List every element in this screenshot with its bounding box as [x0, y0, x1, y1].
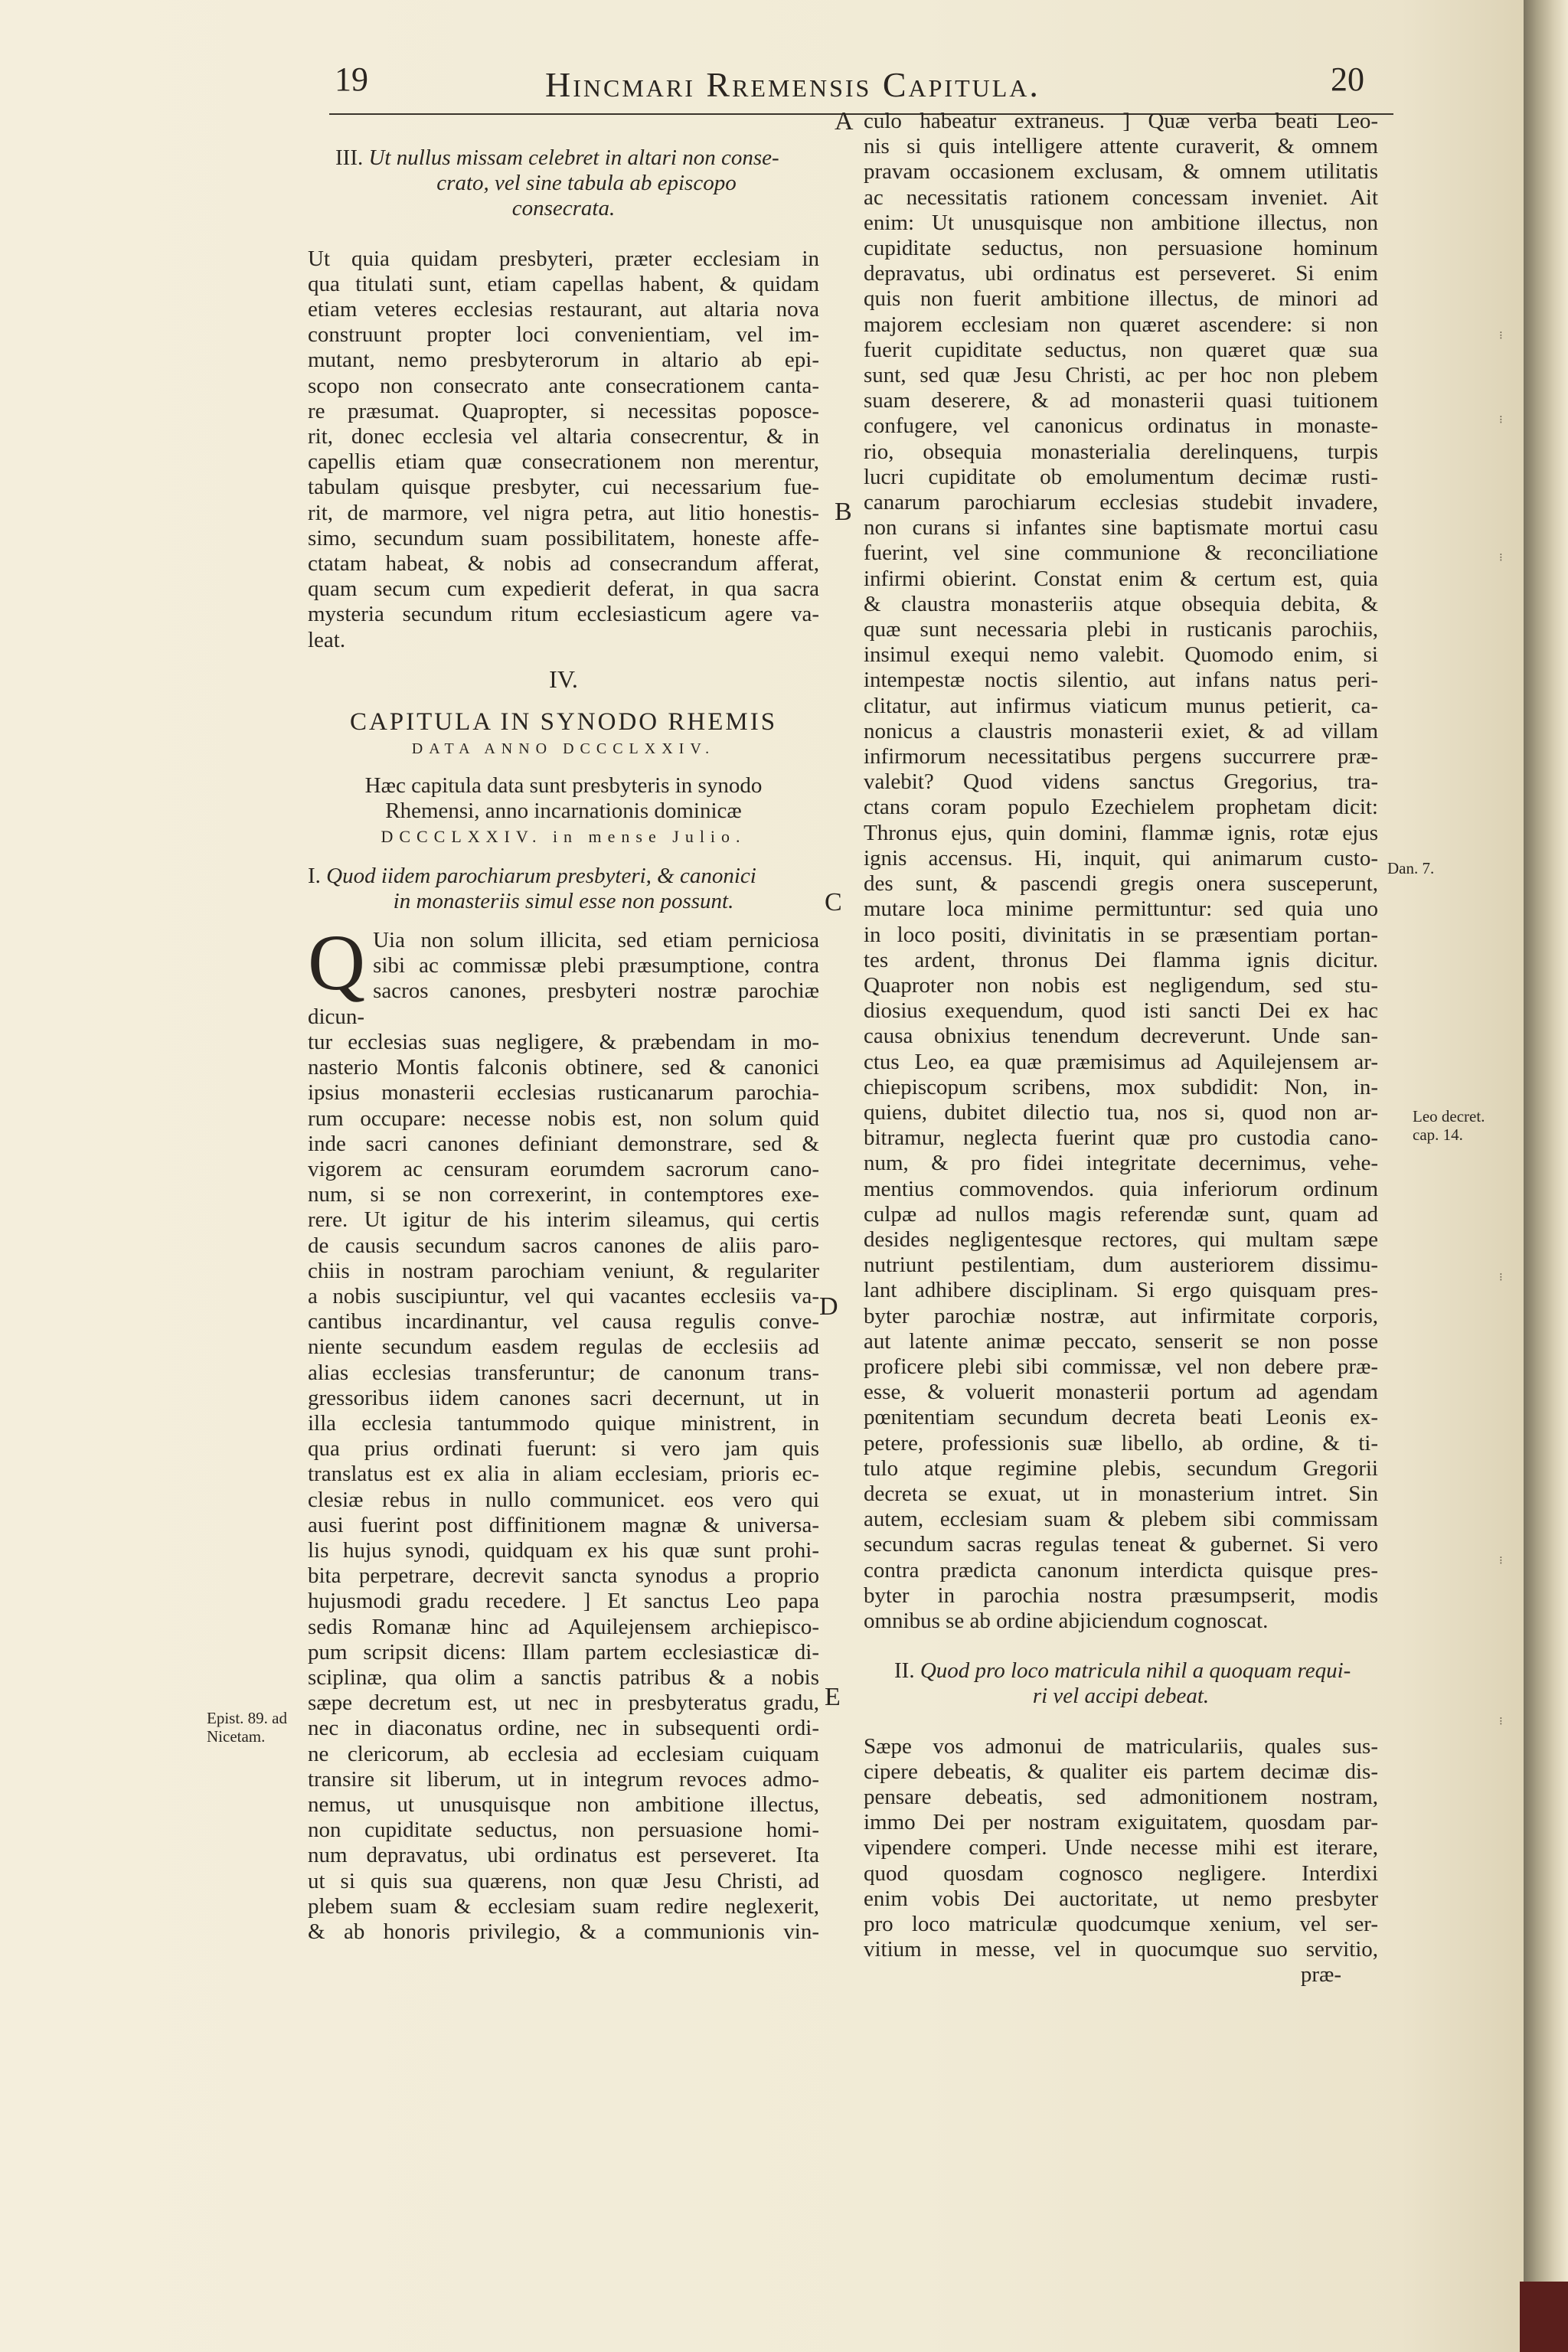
text-line: culo habeatur extraneus. ] Quæ verba beati Leo- — [864, 109, 1378, 133]
text-line: alias ecclesias transferuntur; de canonum trans- — [308, 1360, 819, 1385]
text-line: secundum sacras regulas teneat & gubernet. Si vero — [864, 1532, 1378, 1557]
paragraph-cap2-body — [864, 1734, 1378, 1963]
text-line: mutare loca minime permittuntur: sed quia uno — [864, 897, 1378, 922]
text-line: pœnitentiam secundum decreta beati Leonis ex- — [864, 1405, 1378, 1430]
text-line: clesiæ rebus in nullo communicet. eos vero qui — [308, 1487, 819, 1512]
text-line: lucri cupiditate ob emolumentum decimæ rusti- — [864, 464, 1378, 489]
text-line: transire sit liberum, ut in integrum revoces admo- — [308, 1766, 819, 1792]
text-line: nec in diaconatus ordine, nec in subsequenti ordi- — [308, 1716, 819, 1741]
text-line: scopo non consecrato ante consecrationem canta- — [308, 373, 819, 398]
paragraph-cap1-body — [308, 919, 819, 1945]
cap1-title-line2: in monasteriis simul esse non possunt. — [393, 888, 734, 913]
cap3-title-line3: consecrata. — [511, 196, 616, 221]
text-line: nonicus a claustris monasterii exiet, & ad villam — [864, 718, 1378, 743]
spacer — [308, 850, 819, 864]
text-line: qua prius ordinati fuerunt: si vero jam quis — [308, 1436, 819, 1462]
show-through-mark: ⁝ — [1499, 330, 1503, 342]
margin-note-dan: Dan. 7. — [1387, 859, 1435, 877]
book-binding-edge — [1524, 0, 1568, 2352]
text-line: leat. — [308, 627, 346, 652]
text-line: pravam occasionem exclusam, & omnem utilitatis — [864, 159, 1378, 185]
text-line: decreta se exuat, ut in monasterium intret. Sin — [864, 1481, 1378, 1506]
text-line: gressoribus iidem canones sacri decernunt, ut in — [308, 1385, 819, 1410]
text-line: Quaproter non nobis est negligendum, sed stu- — [864, 972, 1378, 998]
text-line: cipere debeatis, & qualiter eis partem decimæ dis- — [864, 1759, 1378, 1784]
text-line: mentius commovendos. quia inferiorum ordinum — [864, 1176, 1378, 1201]
text-line: lant adhibere disciplinam. Si ergo quisquam pres- — [864, 1278, 1378, 1303]
text-line: petere, professionis suæ libello, ab ordine, & ti- — [864, 1430, 1378, 1455]
text-line: causa obnixius tenendum decreverunt. Unde san- — [864, 1024, 1378, 1049]
text-line: vitium in messe, vel in quocumque suo servitio, — [864, 1937, 1378, 1962]
text-line: capellis etiam quæ consecrationem non merentur, — [308, 449, 819, 475]
section-letter-e: E — [825, 1683, 841, 1711]
text-line: quæ sunt necessaria plebi in rusticanis parochiis, — [864, 617, 1378, 642]
text-line: depravatus, ubi ordinatus est perseveret. Si enim — [864, 261, 1378, 286]
text-line: infirmorum necessitatibus pergens succurrere præ- — [864, 744, 1378, 769]
cap1-title-line — [308, 864, 819, 889]
text-line: lis hujus synodi, quidquam ex his quæ sunt prohi- — [308, 1537, 819, 1563]
section-letter-c: C — [825, 888, 842, 916]
text-line: confugere, vel canonicus ordinatus in monaste- — [864, 413, 1378, 439]
text-line: num, & pro fidei integritate decernimus, vehe- — [864, 1151, 1378, 1176]
text-line: & claustra monasteriis atque obsequia debita, & — [864, 591, 1378, 616]
text-line: bita perpetrare, decrevit sancta synodus a proprio — [308, 1563, 819, 1589]
margin-note-leo — [1413, 1107, 1504, 1144]
text-line: quiens, dubitet dilectio tua, nos si, quod non ar- — [864, 1099, 1378, 1125]
text-line: construunt propter loci convenientiam, vel im- — [308, 322, 819, 348]
spacer — [308, 760, 819, 773]
text-line: mysteria secundum ritum ecclesiasticum agere va- — [308, 602, 819, 627]
text-line: byter parochiæ nostræ, aut infirmitate corporis, — [864, 1303, 1378, 1328]
text-line: pum scripsit dicens: Illam partem ecclesiasticæ di- — [308, 1639, 819, 1664]
text-line: majorem ecclesiam non quæret ascendere: si non — [864, 312, 1378, 337]
text-line: rio, obsequia monasterialia derelinquens, turpis — [864, 439, 1378, 464]
text-line: mutant, nemo presbyterorum in altario ab epi- — [308, 348, 819, 373]
text-line: canarum parochiarum ecclesias studebit invadere, — [864, 490, 1378, 515]
text-line: rere. Ut igitur de his interim sileamus, qui certis — [308, 1207, 819, 1233]
text-line: ctans coram populo Ezechielem prophetam dicit: — [864, 795, 1378, 820]
text-line: non curans si infantes sine baptismate mortui casu — [864, 515, 1378, 541]
cap2-title-line2: ri vel accipi debeat. — [1032, 1684, 1210, 1709]
intro-line2: Rhemensi, anno incarnationis dominicæ — [385, 799, 742, 824]
text-line: Uia non solum illicita, sed etiam perniciosa — [373, 928, 819, 953]
spacer — [864, 1710, 1378, 1734]
show-through-mark: ⁝ — [1499, 1716, 1503, 1728]
paragraph-cap1-lines — [308, 919, 819, 1945]
cap3-title-line2: crato, vel sine tabula ab episcopo — [436, 171, 737, 196]
paragraph-cap3-body — [308, 247, 819, 653]
text-line: proficere plebi sibi commissæ, vel non debere præ- — [864, 1354, 1378, 1379]
cap3-number: III. — [335, 145, 364, 170]
margin-note-epist-line2: Nicetam. — [207, 1727, 266, 1746]
text-line: rum occupare: necesse nobis est, non solum quid — [308, 1106, 819, 1131]
left-column — [308, 145, 819, 1945]
running-title: Hincmari Rremensis Capitula. — [545, 65, 1040, 104]
cap1-number: I. — [308, 863, 321, 888]
text-line: etiam veteres ecclesias restaurant, aut altaria nova — [308, 297, 819, 322]
text-line: enim vobis Dei auctoritate, ut nemo presbyter — [864, 1886, 1378, 1911]
margin-note-leo-line2: cap. 14. — [1413, 1125, 1463, 1144]
text-line: fuerit cupiditate seductus, non quæret quæ sua — [864, 337, 1378, 362]
text-line: sedis Romanæ hinc ad Aquilejensem archiepisco- — [308, 1614, 819, 1639]
text-line: ctus Leo, ea quæ præmisimus ad Aquilejensem ar- — [864, 1049, 1378, 1074]
text-line: nis si quis intelligere attente curaverit, & omnem — [864, 134, 1378, 159]
page-number-left: 19 — [335, 60, 368, 98]
text-line: illa ecclesia tantummodo quique ministrent, in — [308, 1410, 819, 1436]
text-line: culpæ ad nullos magis referendæ sunt, quam ad — [864, 1201, 1378, 1227]
text-line: qua titulati sunt, etiam capellas habent, & quidam — [308, 271, 819, 296]
text-line: sæpe decretum est, ut nec in presbyteratus gradu, — [308, 1690, 819, 1716]
text-line: ipsius monasterii ecclesias rusticanarum parochia- — [308, 1080, 819, 1106]
text-line: sciplinæ, qua olim a sanctis patribus & a nobis — [308, 1664, 819, 1690]
text-line: rit, donec ecclesia vel altaria consecrentur, & in — [308, 424, 819, 449]
text-line: chiepiscopum scribens, mox subdidit: Non, in- — [864, 1074, 1378, 1099]
intro-line3: DCCCLXXIV. in mense Julio. — [381, 827, 746, 847]
spacer — [864, 1634, 1378, 1658]
section-letter-a: A — [835, 107, 854, 136]
text-line: ut si quis sua quærens, non quæ Jesu Christi, ad — [308, 1868, 819, 1893]
text-line: chiis in nostram parochiam veniunt, & regulariter — [308, 1258, 819, 1283]
text-line: hujusmodi gradu recedere. ] Et sanctus Leo papa — [308, 1589, 819, 1614]
drop-cap: Q — [308, 919, 366, 1008]
text-line: bitramur, neglecta fuerint quæ pro custodia cano- — [864, 1125, 1378, 1151]
text-line: tulo atque regimine plebis, secundum Gregorii — [864, 1455, 1378, 1481]
text-line: vigorem ac censuram eorumdem sacrorum cano- — [308, 1156, 819, 1181]
text-line: Thronus ejus, quin domini, flammæ ignis, rotæ ejus — [864, 820, 1378, 845]
margin-note-epist — [207, 1709, 306, 1746]
text-line: tur ecclesias suas negligere, & præbendam in mo- — [308, 1029, 819, 1054]
text-line: immo Dei per nostram exiguitatem, quosdam par- — [864, 1810, 1378, 1835]
catchword: præ- — [1300, 1962, 1341, 1988]
text-line: re præsumat. Quapropter, si necessitas poposce- — [308, 398, 819, 423]
text-line: ctatam habeat, & nobis ad consecrandum afferat, — [308, 551, 819, 577]
text-line: sunt, sed quæ Jesu Christi, ac per hoc non plebem — [864, 363, 1378, 388]
text-line: sacros canones, presbyteri nostræ parochiæ dicun- — [308, 978, 819, 1029]
show-through-mark: ⁝ — [1499, 552, 1503, 564]
text-line: enim: Ut unusquisque non ambitione illectus, non — [864, 210, 1378, 235]
page-number-right: 20 — [1331, 60, 1364, 98]
show-through-mark: ⁝ — [1499, 414, 1503, 426]
text-line: Sæpe vos admonui de matriculariis, quales sus- — [864, 1733, 1378, 1759]
text-line: num, si se non correxerint, in contemptores exe- — [308, 1182, 819, 1207]
cap2-number: II. — [894, 1658, 915, 1684]
text-line: in loco positi, divinitatis in se præsentiam portan- — [864, 922, 1378, 947]
text-line: tes ardent, thronus Dei flamma ignis dicitur. — [864, 947, 1378, 972]
spacer — [308, 692, 819, 706]
margin-note-epist-line1: Epist. 89. ad — [207, 1709, 287, 1727]
text-line: simo, secundum suam possibilitatem, honeste affe- — [308, 525, 819, 550]
text-line: suam deserere, & ad monasterii quasi tuitionem — [864, 388, 1378, 413]
text-line: des sunt, & pascendi gregis onera susceperunt, — [864, 871, 1378, 897]
text-line: cupiditate seductus, non persuasione hominum — [864, 236, 1378, 261]
show-through-mark: ⁝ — [1499, 1555, 1503, 1567]
cap2-title-line — [864, 1658, 1378, 1684]
text-line: ausi fuerint post diffinitionem magnæ & universa- — [308, 1512, 819, 1537]
cap3-title-line — [308, 145, 819, 171]
paragraph-right-body — [864, 109, 1378, 1634]
text-line: quam secum cum expedierit deferat, in qua sacra — [308, 577, 819, 602]
cap2-title-text: Quod pro loco matricula nihil a quoquam requi- — [920, 1658, 1351, 1684]
cap3-title-text: Ut nullus missam celebret in altari non conse- — [368, 145, 779, 170]
text-line: quis non fuerit ambitione illectus, de minori ad — [864, 286, 1378, 312]
text-line: insimul exequi nemo valebit. Quomodo enim, si — [864, 642, 1378, 668]
text-line: infirmi obierint. Constat enim & certum est, quia — [864, 566, 1378, 591]
text-line: byter in parochia nostra præsumpserit, modis — [864, 1583, 1378, 1608]
text-line: nasterio Montis falconis obtinere, sed & canonici — [308, 1055, 819, 1080]
show-through-mark: ⁝ — [1499, 1272, 1503, 1284]
text-line: pensare debeatis, sed admonitionem nostram, — [864, 1785, 1378, 1809]
section-title: CAPITULA IN SYNODO RHEMIS — [349, 708, 778, 737]
section-letter-b: B — [835, 498, 852, 526]
text-line: rit, de marmore, vel nigra petra, aut litio honestis- — [308, 500, 819, 525]
text-line: quod quosdam cognosco negligere. Interdixi — [864, 1860, 1378, 1886]
text-line: aut latente animæ peccato, senserit se non posse — [864, 1328, 1378, 1354]
text-line: autem, ecclesiam suam & plebem sibi commissam — [864, 1507, 1378, 1532]
text-line: pro loco matriculæ quodcumque xenium, vel ser- — [864, 1912, 1378, 1937]
text-line: & ab honoris privilegio, & a communionis vin- — [308, 1919, 819, 1944]
text-line: clitatur, aut infirmus viaticum munus petierit, ca- — [864, 693, 1378, 718]
text-line: contra prædicta canonum interdicta quisque pres- — [864, 1557, 1378, 1583]
text-line: ignis accensus. Hi, inquit, qui animarum custo- — [864, 845, 1378, 871]
text-line: de causis secundum sacros canones de aliis paro- — [308, 1233, 819, 1258]
text-line: tabulam quisque presbyter, cui necessarium fue- — [308, 475, 819, 500]
text-line: num depravatus, ubi ordinatus est perseveret. Ita — [308, 1843, 819, 1868]
text-line: ne clericorum, ab ecclesia ad ecclesiam cuiquam — [308, 1741, 819, 1766]
text-line: niente secundum easdem regulas de ecclesiis ad — [308, 1334, 819, 1360]
text-line: Ut quia quidam presbyteri, præter ecclesiam in — [308, 246, 819, 271]
section-number: IV. — [549, 665, 578, 693]
cap1-title-text: Quod iidem parochiarum presbyteri, & canonici — [326, 863, 756, 888]
spacer — [308, 222, 819, 247]
text-line: esse, & voluerit monasterii portum ad agendam — [864, 1380, 1378, 1405]
book-cover-corner — [1520, 2282, 1568, 2352]
text-line: plebem suam & ecclesiam suam redire neglexerit, — [308, 1893, 819, 1919]
text-line: nemus, ut unusquisque non ambitione illectus, — [308, 1792, 819, 1817]
text-line: diosius exequendum, quod isti sancti Dei ex hac — [864, 998, 1378, 1024]
text-line: omnibus se ab ordine abjiciendum cognoscat. — [864, 1608, 1269, 1633]
margin-note-leo-line1: Leo decret. — [1413, 1107, 1485, 1125]
text-line: non cupiditate seductus, non persuasione homi- — [308, 1818, 819, 1843]
text-line: ac necessitatis rationem concessam inveniet. Ait — [864, 185, 1378, 210]
text-line: sibi ac commissæ plebi præsumptione, contra — [373, 953, 819, 978]
section-letter-d: D — [819, 1292, 838, 1321]
text-line: inde sacri canones definiant demonstrare, sed & — [308, 1131, 819, 1156]
right-column — [864, 109, 1378, 1988]
text-line: cantibus incardinantur, vel causa regulis conve- — [308, 1309, 819, 1334]
intro-line1: Hæc capitula data sunt presbyteris in synodo — [364, 773, 763, 799]
text-line: translatus est ex alia in aliam ecclesiam, prioris ec- — [308, 1462, 819, 1487]
text-line: nutriunt pestilentiam, dum austeriorem dissimu- — [864, 1253, 1378, 1278]
text-line: fuerint, vel sine communione & reconciliatione — [864, 541, 1378, 566]
text-line: vipendere comperi. Unde necesse mihi est iterare, — [864, 1835, 1378, 1860]
text-line: intempestæ noctis silentio, aut infans natus peri- — [864, 668, 1378, 693]
section-subtitle: DATA ANNO DCCCLXXIV. — [411, 740, 716, 758]
text-line: desides negligentesque rectores, qui multam sæpe — [864, 1227, 1378, 1252]
text-line: valebit? Quod videns sanctus Gregorius, tra- — [864, 769, 1378, 795]
text-line: a nobis suscipiuntur, vel qui vacantes ecclesiis va- — [308, 1283, 819, 1308]
spacer — [308, 914, 819, 928]
